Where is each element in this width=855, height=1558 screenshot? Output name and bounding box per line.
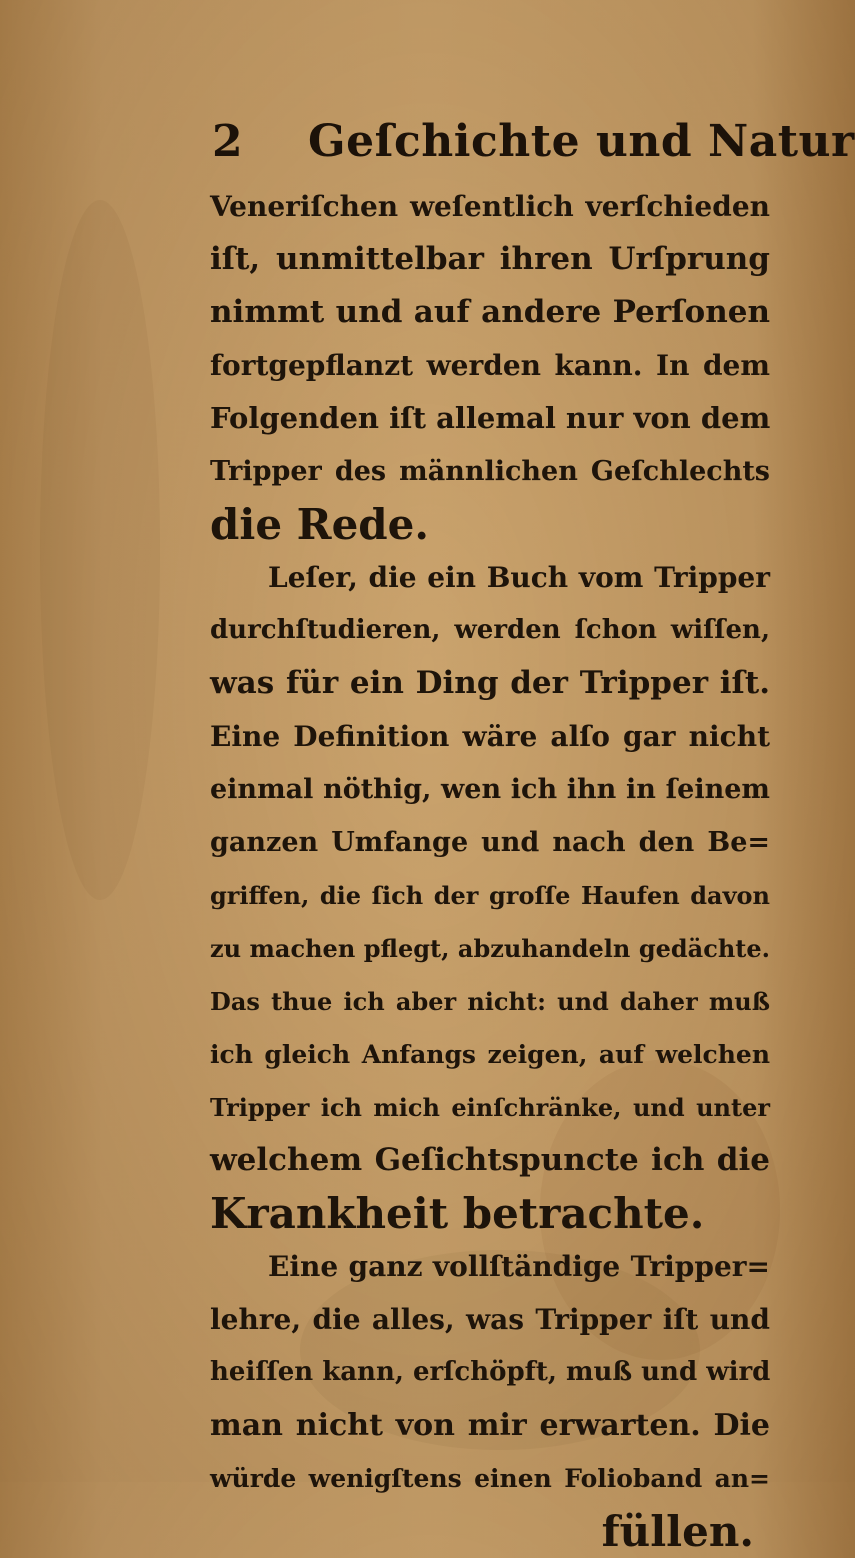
text-line: durchſtudieren, werden ſchon wiſſen, [210,615,770,645]
page-number: 2 [212,116,243,167]
text-line: fortgepflanzt werden kann. In dem [210,349,770,382]
text-line: Eine ganz vollſtändige Tripper= [268,1250,770,1283]
body-text [210,180,770,1558]
running-title: Geſchichte und Natur [308,116,855,167]
text-line: füllen. [601,1507,754,1556]
text-line: würde wenigſtens einen Folioband an= [210,1464,770,1493]
text-line: heiſſen kann, erſchöpft, muß und wird [210,1357,771,1387]
text-line: Veneriſchen weſentlich verſchieden [210,190,770,223]
text-line: Tripper ich mich einſchränke, und unter [210,1093,770,1122]
text-line: zu machen pflegt, abzuhandeln gedächte. [210,934,770,963]
text-line: ich gleich Anfangs zeigen, auf welchen [210,1040,770,1069]
text-line: Leſer, die ein Buch vom Tripper [268,561,770,594]
text-line: Folgenden iſt allemal nur von dem [210,401,771,435]
text-line: lehre, die alles, was Tripper iſt und [210,1303,770,1336]
text-line: nimmt und auf andere Perſonen [210,294,770,330]
text-line: Das thue ich aber nicht: und daher muß [210,987,770,1016]
text-line: griffen, die ſich der groſſe Haufen davon [210,881,770,910]
text-line: iſt, unmittelbar ihren Urſprung [210,241,770,277]
text-line: Krankheit betrachte. [210,1189,705,1238]
text-line: Eine Definition wäre alſo gar nicht [210,720,770,753]
text-line: einmal nöthig, wen ich ihn in ſeinem [210,774,770,805]
page-header [212,112,855,172]
text-line: die Rede. [210,500,430,549]
text-line: man nicht von mir erwarten. Die [210,1408,770,1443]
text-line: ganzen Umfange und nach den Be= [210,827,770,858]
text-line: Tripper des männlichen Geſchlechts [210,456,770,487]
text-line: welchem Geſichtspuncte ich die [210,1142,770,1178]
text-line: was für ein Ding der Tripper iſt. [210,665,770,701]
